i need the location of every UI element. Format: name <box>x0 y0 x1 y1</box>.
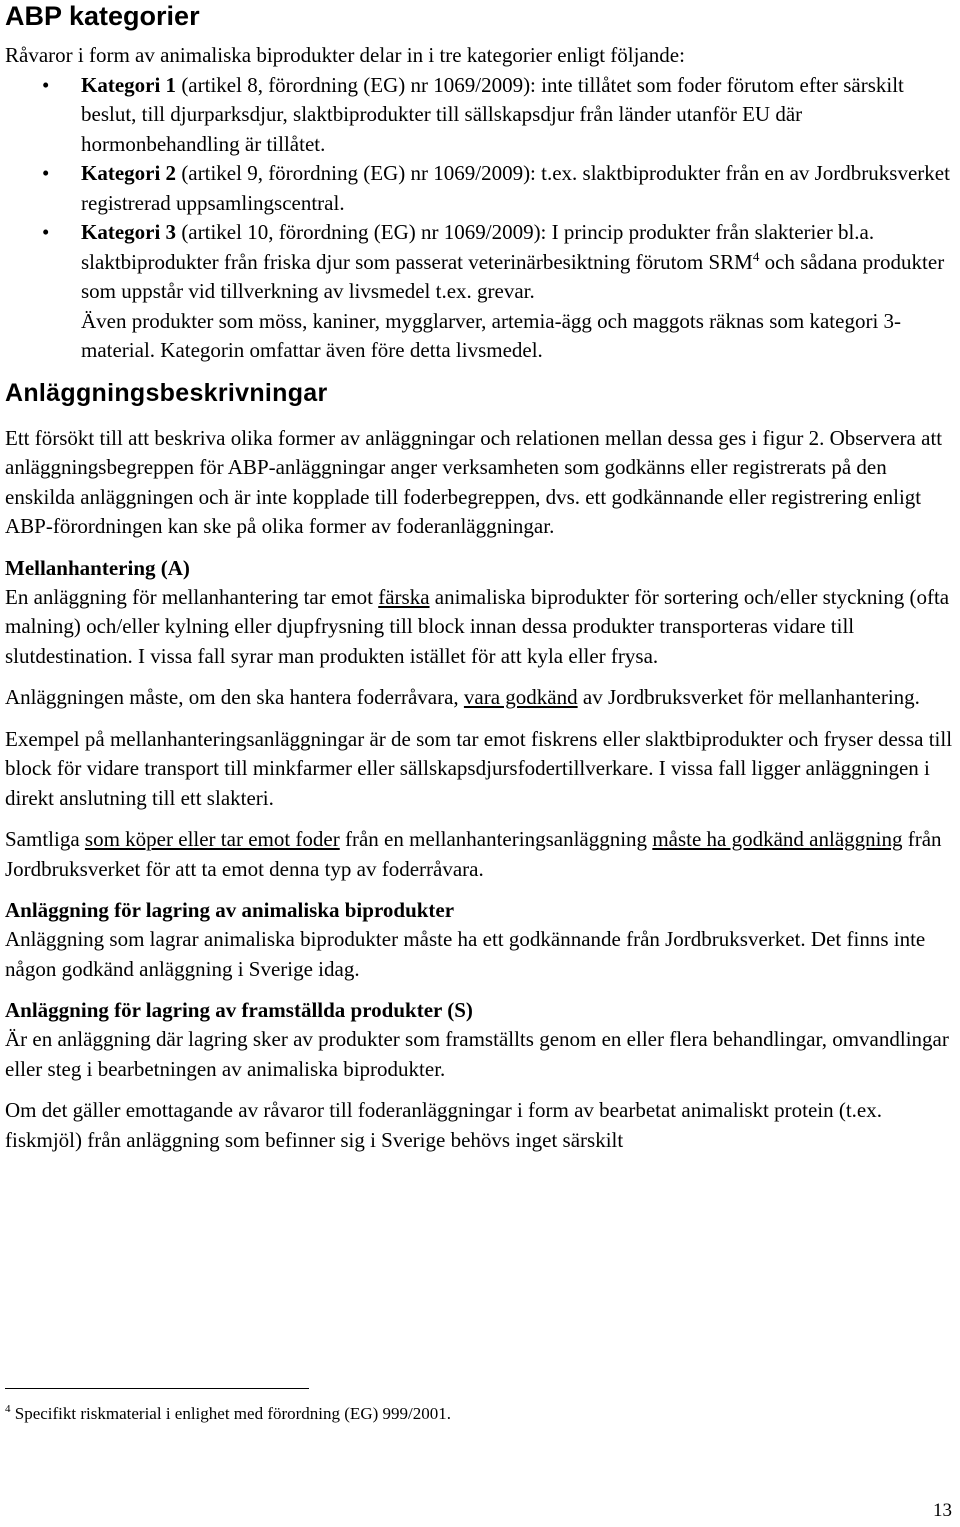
footnote <box>5 1403 451 1425</box>
category-text: (artikel 8, förordning (EG) nr 1069/2009): inte tillåtet som foder förutom efter särskilt beslut, till djurparksdjur, slaktbiprodukter till sällskapsdjur från länder utanför EU där hormonbehandling är tillåtet. <box>81 72 904 156</box>
footnote-divider <box>5 1388 309 1389</box>
list-item <box>5 218 955 366</box>
footnote-number: 4 <box>5 1403 11 1415</box>
mellanhantering-paragraph: En anläggning för mellanhantering tar emot färska animaliska biprodukter för sortering och/eller styckning (ofta malning) och/eller kylning eller djupfrysning till block innan dessa produkter transporteras vidare till slutdestination. I vissa fall syrar man produkten istället för att kyla eller frysa. <box>5 584 950 668</box>
lagring-s-heading: Anläggning för lagring av framställda produkter (S) <box>5 998 473 1022</box>
lagring-s-paragraph: Om det gäller emottagande av råvaror till foderanläggningar i form av bearbetat animaliskt protein (t.ex. fiskmjöl) från anläggning som befinner sig i Sverige behövs inget särskilt <box>5 1098 882 1152</box>
lagring-abp-heading: Anläggning för lagring av animaliska biprodukter <box>5 898 455 922</box>
category-list <box>5 71 955 366</box>
lagring-s-paragraph: Är en anläggning där lagring sker av produkter som framställts genom en eller flera behandlingar, omvandlingar eller steg i bearbetningen av animaliska biprodukter. <box>5 1027 949 1081</box>
category-name: Kategori 3 <box>81 220 177 244</box>
category-name: Kategori 2 <box>81 161 177 185</box>
footnote-ref: 4 <box>752 248 760 264</box>
mellanhantering-paragraph: Exempel på mellanhanteringsanläggningar är de som tar emot fiskrens eller slaktbiprodukter och fryser dessa till block för vidare transport till minkfarmer eller sällskapsdjursfodertillverkare. I vissa fall ligger anläggningen i direkt anslutning till ett slakteri. <box>5 726 953 810</box>
mellanhantering-paragraph: Anläggningen måste, om den ska hantera foderråvara, vara godkänd av Jordbruksverket för mellanhantering. <box>5 685 920 709</box>
mellanhantering-heading: Mellanhantering (A) <box>5 555 190 580</box>
category-text: (artikel 9, förordning (EG) nr 1069/2009): t.ex. slaktbiprodukter från en av Jordbruksverket registrerad uppsamlingscentral. <box>81 161 950 215</box>
category-text-after: och sådana produkter som uppstår vid tillverkning av livsmedel t.ex. grevar. <box>81 249 945 303</box>
category-name: Kategori 1 <box>81 72 177 97</box>
page-title: ABP kategorier <box>5 1 200 31</box>
list-item <box>5 71 955 160</box>
section-heading: Anläggningsbeskrivningar <box>5 378 328 407</box>
footnote-text: Specifikt riskmaterial i enlighet med förordning (EG) 999/2001. <box>10 1404 451 1423</box>
bullet-icon: • <box>42 161 50 185</box>
intro-paragraph: Råvaror i form av animaliska biprodukter delar in i tre kategorier enligt följande: <box>5 43 685 67</box>
category-extra: Även produkter som möss, kaniner, mygglarver, artemia-ägg och maggots räknas som kategori 3-material. Kategorin omfattar även före detta livsmedel. <box>81 308 902 362</box>
lagring-abp-paragraph: Anläggning som lagrar animaliska biprodukter måste ha ett godkännande från Jordbruksverket. Det finns inte någon godkänd anläggning i Sverige idag. <box>5 927 926 981</box>
bullet-icon: • <box>42 72 50 97</box>
list-item <box>5 159 955 218</box>
mellanhantering-paragraph: Samtliga som köper eller tar emot foder från en mellanhanteringsanläggning måste ha godkänd anläggning från Jordbruksverket för att ta emot denna typ av foderråvara. <box>5 827 942 881</box>
page-number: 13 <box>933 1500 952 1521</box>
category-text: (artikel 10, förordning (EG) nr 1069/2009): I princip produkter från slakterier bl.a. slaktbiprodukter från friska djur som passerat veterinärbesiktning förutom SRM <box>81 220 875 274</box>
section-paragraph: Ett försökt till att beskriva olika former av anläggningar och relationen mellan dessa ges i figur 2. Observera att anläggningsbegreppen för ABP-anläggningar anger verksamheten som godkänns eller registrerats på den enskilda anläggningen och är inte kopplade till foderbegreppen, dvs. ett godkännande eller registrering enligt ABP-förordningen kan ske på olika former av foderanläggningar. <box>5 425 943 538</box>
bullet-icon: • <box>42 220 50 244</box>
document-page <box>5 0 955 1155</box>
